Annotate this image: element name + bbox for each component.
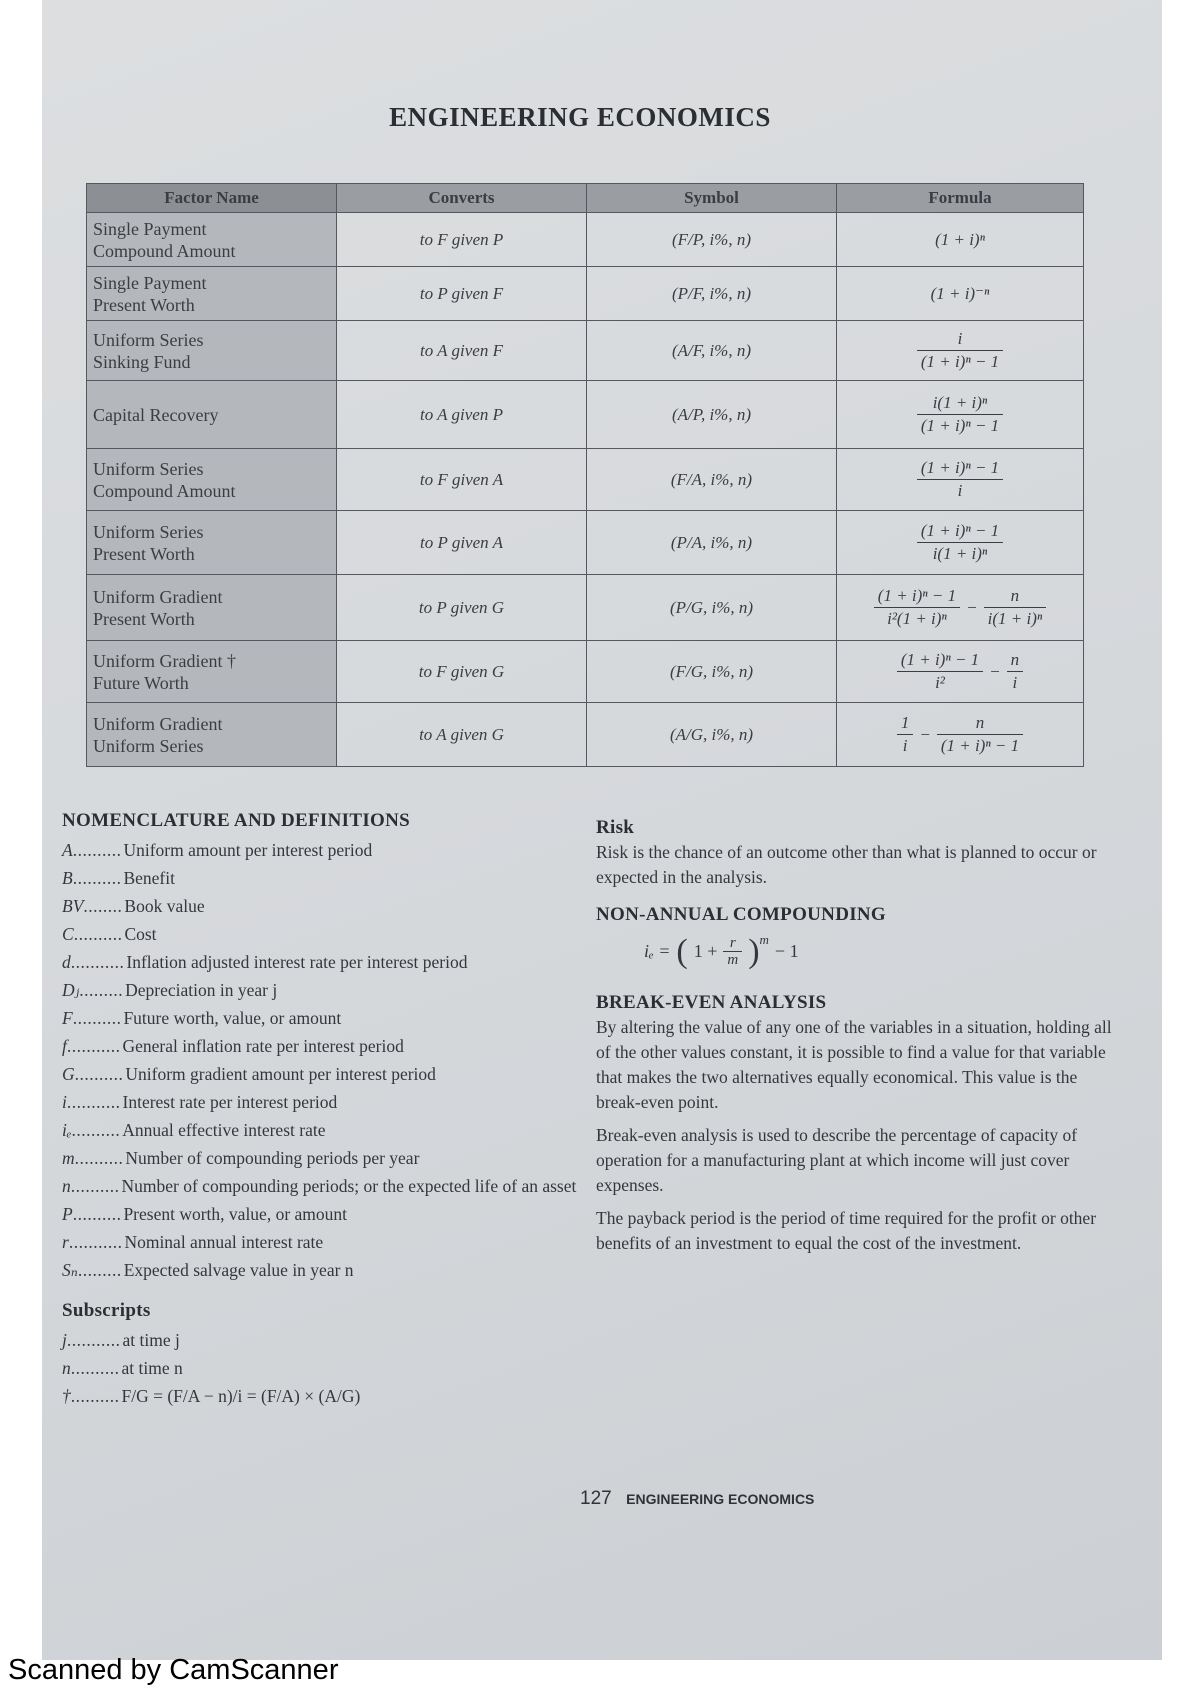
footer-label: ENGINEERING ECONOMICS <box>626 1491 815 1507</box>
leader-dots: ........... <box>66 1036 121 1056</box>
fraction: $\frac{1}{i}$ <box>897 712 914 757</box>
leader-dots: .......... <box>70 1386 120 1406</box>
definition-text: Nominal annual interest rate <box>124 1232 324 1252</box>
break-even-paragraph: By altering the value of any one of the variables in a situation, holding all of the other values constant, it is possible to find a value for that variable that makes the two alternatives equally economical. This value is the break-even point. <box>596 1017 1112 1112</box>
symbol-cell: (P/F, i%, n) <box>587 267 837 321</box>
factor-name-cell: Uniform Series Compound Amount <box>87 449 337 511</box>
definition-symbol: f <box>62 1036 67 1056</box>
definition-text: Uniform gradient amount per interest period <box>125 1064 436 1084</box>
factor-name-cell: Uniform Gradient Uniform Series <box>87 703 337 767</box>
converts-cell: to A given G <box>337 703 587 767</box>
definition-text: Annual effective interest rate <box>122 1120 326 1140</box>
converts-cell: to P given G <box>337 575 587 641</box>
fraction: $\frac{n}{i}$ <box>1007 649 1024 694</box>
definition-text: Present worth, value, or amount <box>123 1204 348 1224</box>
table-row <box>87 321 1084 381</box>
leader-dots: ......... <box>77 1260 122 1280</box>
break-even-paragraph: Break-even analysis is used to describe the percentage of capacity of operation for a manufacturing plant at which income will just cover expenses. <box>596 1125 1078 1195</box>
page-number: 127 <box>580 1488 612 1509</box>
minus-operator: − <box>966 597 978 617</box>
definition-symbol: n <box>62 1358 71 1378</box>
table-row <box>87 267 1084 321</box>
symbol-cell: (P/G, i%, n) <box>587 575 837 641</box>
fraction: $\frac{n}{\text{i(1 + i)ⁿ}}$ <box>984 585 1047 630</box>
definition-text: Uniform amount per interest period <box>123 840 373 860</box>
converts-cell: to F given G <box>337 641 587 703</box>
definition-item <box>62 892 582 920</box>
minus-operator: − <box>919 724 931 744</box>
symbol-cell: (F/G, i%, n) <box>587 641 837 703</box>
definition-item <box>62 1172 582 1200</box>
definition-item <box>62 976 582 1004</box>
risk-text: Risk is the chance of an outcome other than what is planned to occur or expected in the analysis. <box>596 842 1097 887</box>
table-row <box>87 511 1084 575</box>
symbol-cell: (F/A, i%, n) <box>587 449 837 511</box>
definition-text: F/G = (F/A − n)/i = (F/A) × (A/G) <box>121 1386 361 1406</box>
formula-cell <box>837 575 1084 641</box>
leader-dots: ........... <box>66 1330 121 1350</box>
payback-paragraph: The payback period is the period of time required for the profit or other benefits of an investment to equal the cost of the investment. <box>596 1208 1097 1253</box>
table-row <box>87 641 1084 703</box>
definition-item <box>62 1382 582 1410</box>
factor-name-cell: Uniform Series Sinking Fund <box>87 321 337 381</box>
symbol-cell: (A/P, i%, n) <box>587 381 837 449</box>
definition-symbol: Dⱼ <box>62 980 80 1000</box>
leader-dots: .......... <box>72 1204 122 1224</box>
definition-symbol: G <box>62 1064 75 1084</box>
definition-symbol: † <box>62 1386 71 1406</box>
effective-rate-equation: iₑ = ( 1 + $\frac{r}{m}$ ) $^m$ − 1 <box>644 932 799 970</box>
converts-cell: to P given A <box>337 511 587 575</box>
formula-cell: (1 + i)ⁿ <box>837 213 1084 267</box>
definition-item <box>62 1116 582 1144</box>
formula-cell <box>837 381 1084 449</box>
definition-symbol: m <box>62 1148 75 1168</box>
definition-item <box>62 864 582 892</box>
page-footer <box>580 1488 814 1510</box>
col-header-symbol: Symbol <box>587 184 837 213</box>
fraction: $\frac{r}{m}$ <box>723 935 742 968</box>
definition-text: Book value <box>124 896 205 916</box>
definition-symbol: F <box>62 1008 73 1028</box>
definition-item <box>62 1228 582 1256</box>
factor-name-cell: Uniform Series Present Worth <box>87 511 337 575</box>
definition-item <box>62 948 582 976</box>
definition-text: Future worth, value, or amount <box>123 1008 342 1028</box>
definition-symbol: n <box>62 1176 71 1196</box>
fraction: $\frac{n}{\text{(1 + i)ⁿ − 1}}$ <box>937 712 1023 757</box>
formula-cell <box>837 449 1084 511</box>
definition-text: Inflation adjusted interest rate per interest period <box>126 952 468 972</box>
definition-item <box>62 1004 582 1032</box>
factor-table <box>86 183 1084 767</box>
definition-symbol: i <box>62 1092 67 1112</box>
definition-item <box>62 1200 582 1228</box>
leader-dots: ........... <box>68 1232 123 1252</box>
fraction: $\frac{\text{(1 + i)ⁿ − 1}}{\text{i²(1 + i)ⁿ}}$ <box>874 585 960 630</box>
leader-dots: .......... <box>72 868 122 888</box>
nomenclature-heading: NOMENCLATURE AND DEFINITIONS <box>62 810 410 831</box>
converts-cell: to A given P <box>337 381 587 449</box>
table-row <box>87 575 1084 641</box>
symbol-cell: (P/A, i%, n) <box>587 511 837 575</box>
definition-symbol: j <box>62 1330 67 1350</box>
subscripts-heading: Subscripts <box>62 1300 151 1321</box>
factor-name-cell: Capital Recovery <box>87 381 337 449</box>
converts-cell: to P given F <box>337 267 587 321</box>
definition-symbol: B <box>62 868 73 888</box>
leader-dots: ........... <box>66 1092 121 1112</box>
definition-symbol: Sₙ <box>62 1260 78 1280</box>
symbol-cell: (A/F, i%, n) <box>587 321 837 381</box>
table-row <box>87 213 1084 267</box>
definition-symbol: r <box>62 1232 69 1252</box>
leader-dots: .......... <box>74 1148 124 1168</box>
leader-dots: .......... <box>70 1358 120 1378</box>
definition-item <box>62 1088 582 1116</box>
definition-item <box>62 920 582 948</box>
formula-cell <box>837 641 1084 703</box>
table-row <box>87 703 1084 767</box>
leader-dots: .......... <box>72 840 122 860</box>
definition-text: Number of compounding periods per year <box>125 1148 420 1168</box>
definition-text: Depreciation in year j <box>125 980 278 1000</box>
definition-item <box>62 1256 582 1284</box>
risk-heading: Risk <box>596 817 635 838</box>
col-header-factor-name: Factor Name <box>87 184 337 213</box>
definition-item <box>62 1060 582 1088</box>
symbol-cell: (A/G, i%, n) <box>587 703 837 767</box>
factor-name-cell: Single Payment Present Worth <box>87 267 337 321</box>
subscript-list <box>62 1326 582 1410</box>
factor-name-cell: Single Payment Compound Amount <box>87 213 337 267</box>
formula-cell <box>837 321 1084 381</box>
leader-dots: .......... <box>72 1008 122 1028</box>
fraction: $\frac{\text{(1 + i)ⁿ − 1}}{\text{i(1 + i)ⁿ}}$ <box>917 520 1003 565</box>
definition-item <box>62 836 582 864</box>
fraction: $\frac{\text{i(1 + i)ⁿ}}{\text{(1 + i)ⁿ − 1}}$ <box>917 392 1003 437</box>
factor-name-cell: Uniform Gradient Present Worth <box>87 575 337 641</box>
definition-text: General inflation rate per interest period <box>122 1036 404 1056</box>
table-header-row <box>87 184 1084 213</box>
definition-text: Benefit <box>123 868 175 888</box>
definition-text: at time n <box>121 1358 183 1378</box>
converts-cell: to A given F <box>337 321 587 381</box>
formula-cell <box>837 511 1084 575</box>
converts-cell: to F given A <box>337 449 587 511</box>
factor-name-cell: Uniform Gradient † Future Worth <box>87 641 337 703</box>
definition-symbol: A <box>62 840 73 860</box>
converts-cell: to F given P <box>337 213 587 267</box>
leader-dots: .......... <box>73 924 123 944</box>
table-row <box>87 381 1084 449</box>
non-annual-heading: NON-ANNUAL COMPOUNDING <box>596 904 887 925</box>
col-header-formula: Formula <box>837 184 1084 213</box>
break-even-heading: BREAK-EVEN ANALYSIS <box>596 992 827 1013</box>
leader-dots: .......... <box>71 1120 121 1140</box>
col-header-converts: Converts <box>337 184 587 213</box>
definition-symbol: BV <box>62 896 84 916</box>
fraction: $\frac{i}{\text{(1 + i)ⁿ − 1}}$ <box>917 328 1003 373</box>
definition-text: at time j <box>122 1330 180 1350</box>
camscanner-watermark: Scanned by CamScanner <box>8 1654 339 1686</box>
symbol-cell: (F/P, i%, n) <box>587 213 837 267</box>
leader-dots: ........ <box>83 896 123 916</box>
page-title: ENGINEERING ECONOMICS <box>389 102 771 132</box>
definition-text: Number of compounding periods; or the expected life of an asset <box>121 1176 577 1196</box>
fraction: $\frac{\text{(1 + i)ⁿ − 1}}{i}$ <box>917 457 1003 502</box>
definition-symbol: d <box>62 952 71 972</box>
fraction: $\frac{\text{(1 + i)ⁿ − 1}}{\text{i²}}$ <box>897 649 983 694</box>
leader-dots: .......... <box>70 1176 120 1196</box>
definition-item <box>62 1032 582 1060</box>
definition-text: Interest rate per interest period <box>122 1092 338 1112</box>
definition-item <box>62 1144 582 1172</box>
table-row <box>87 449 1084 511</box>
nomenclature-section <box>62 810 582 1410</box>
leader-dots: .......... <box>74 1064 124 1084</box>
definition-symbol: P <box>62 1204 73 1224</box>
formula-cell <box>837 703 1084 767</box>
definition-item <box>62 1354 582 1382</box>
definition-symbol: iₑ <box>62 1120 72 1140</box>
right-column <box>596 815 1116 1264</box>
definition-symbol: C <box>62 924 74 944</box>
leader-dots: ........... <box>70 952 125 972</box>
leader-dots: ......... <box>79 980 124 1000</box>
definition-list <box>62 836 582 1284</box>
definition-item <box>62 1326 582 1354</box>
minus-operator: − <box>989 661 1001 681</box>
definition-text: Cost <box>124 924 157 944</box>
formula-cell: (1 + i)⁻ⁿ <box>837 267 1084 321</box>
definition-text: Expected salvage value in year n <box>123 1260 354 1280</box>
